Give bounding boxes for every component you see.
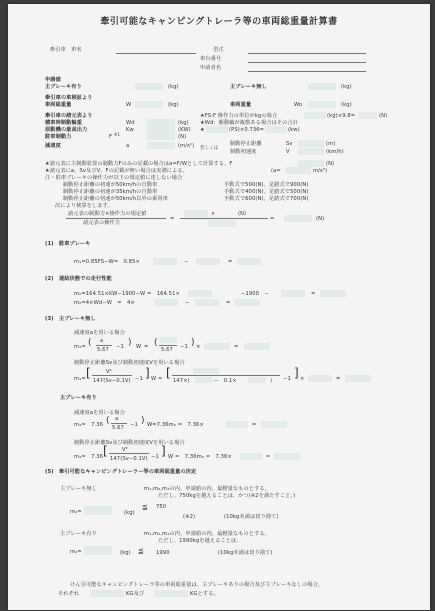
ps-input[interactable] bbox=[206, 126, 228, 133]
sv-symbol: Sv bbox=[286, 141, 293, 147]
sec3-head: (3) 主ブレーキ無し bbox=[45, 316, 96, 322]
sec3b-m4: m₄= 7.36 bbox=[74, 422, 104, 428]
sec3-den2: 147×( bbox=[173, 378, 190, 384]
sec3b-m4b: W=7.36m₀ = 7.36× bbox=[147, 422, 204, 428]
note-s3a: 手動式で600(N)、足踏式で700(N) bbox=[224, 196, 309, 202]
fs-n-input[interactable] bbox=[359, 112, 377, 119]
note-f-input[interactable] bbox=[298, 160, 324, 167]
bracket-close-2: ] bbox=[294, 366, 299, 380]
sec5-rule1b: ただし、750kgを越えることは、かつ(※2を満たすこと。) bbox=[158, 493, 296, 499]
sec1-fs-input[interactable] bbox=[153, 258, 177, 265]
sec2-f2: m₂=4×Wd−W = 4× bbox=[74, 300, 135, 306]
sec2-wd-input[interactable] bbox=[154, 299, 178, 306]
sec3-den: 147(Sv−0.1V) bbox=[93, 378, 131, 384]
sec5-m0-2: m₀= bbox=[70, 549, 82, 555]
sec5-final4: KGとする。 bbox=[190, 591, 219, 597]
sec2-f1: m₂=164.51×KW−1900−W = 164.51× bbox=[74, 291, 180, 297]
bracket-open-3: [ bbox=[103, 444, 108, 458]
ratio-op-input[interactable] bbox=[208, 220, 236, 227]
sec3-v-input[interactable] bbox=[193, 368, 219, 374]
vehicle-spec-label: 牽引車の車検証より bbox=[45, 95, 93, 101]
note-s2a: 手動式で400(N)、足踏式で500(N) bbox=[224, 189, 309, 195]
sec5-m0: m₀= bbox=[70, 509, 82, 515]
sec3b-m0-input-2[interactable] bbox=[240, 453, 262, 460]
ratio-numerator: 諸元表の制動力×操作力の規定値 bbox=[68, 211, 147, 217]
chassis-label: 車台番号 bbox=[200, 56, 222, 62]
sec1-w-input[interactable] bbox=[196, 258, 220, 265]
fs-note: ★FS:F 操作力の単位がkgの場合 bbox=[200, 113, 278, 119]
sec3b-stop-case: 制動停止距離Sv及び制動初速度Vを用いる場合 bbox=[74, 440, 185, 446]
paren-close-2: ) bbox=[191, 338, 195, 348]
ratio-n: (N) bbox=[238, 211, 247, 217]
sec3b-eq-2: = bbox=[266, 454, 271, 460]
sec3b-a: a bbox=[115, 416, 119, 422]
paren-open: ( bbox=[88, 338, 92, 348]
sec5-rule1: m₁,m₂,m₃の内、申請値の内、最軽量なものとする。 bbox=[144, 486, 270, 492]
sec2-eq: = bbox=[311, 291, 316, 297]
sec2-result1-input[interactable] bbox=[320, 290, 346, 297]
note-a-open: (a= bbox=[271, 168, 281, 174]
sec3-a-input[interactable] bbox=[159, 337, 177, 343]
sec3-minus1-2: −1 bbox=[180, 344, 188, 350]
sec3-eq-4: = bbox=[336, 376, 341, 382]
sec3b-head: 主ブレーキ有り bbox=[60, 395, 97, 401]
sec5-m0-input[interactable] bbox=[84, 506, 112, 515]
applicant-line bbox=[248, 71, 366, 72]
sec3b-m0-input[interactable] bbox=[226, 421, 248, 428]
brake-force-label: 駐車制動力 bbox=[45, 134, 72, 140]
sec3-eq-3: = bbox=[158, 376, 163, 382]
kw-paren: (kw) bbox=[288, 127, 300, 133]
sec3-minus1-3: −1 bbox=[135, 376, 143, 382]
sec3b-den: 147(Sv−0.1V) bbox=[110, 456, 148, 462]
document-title: 牽引可能なキャンピングトレーラ等の車両総重量計算書 bbox=[100, 17, 338, 27]
unit-kg: (kg) bbox=[168, 84, 179, 90]
fs-eq: (kg)×9.8= bbox=[327, 113, 356, 119]
sec3-times-2: × bbox=[300, 376, 305, 382]
service-brake-label: 積車時制動輪重 bbox=[45, 120, 83, 126]
ratio-result-input[interactable] bbox=[284, 215, 312, 222]
frac-bar-3 bbox=[92, 375, 132, 376]
paren-close-3: ) bbox=[141, 416, 145, 426]
sec5-1990: 1990 bbox=[156, 550, 170, 556]
decel-label: 減速度 bbox=[45, 143, 61, 149]
note-s1: 制動停止距離の初速が50km/hの自動車 bbox=[63, 182, 158, 188]
f-sup: ※1 bbox=[114, 132, 121, 137]
gross-weight-label: 車両総重量 bbox=[45, 102, 72, 108]
specs-from-label: 牽引車の諸元表より bbox=[45, 113, 93, 119]
note-3: 注・駐車ブレーキの操作力が以下の規定値に達しない場合 bbox=[45, 175, 183, 181]
stop-dist-input[interactable] bbox=[298, 140, 324, 147]
max-output-input[interactable] bbox=[147, 126, 175, 133]
chassis-line bbox=[248, 62, 366, 63]
final-brake-with-input[interactable] bbox=[90, 590, 124, 597]
sec3-minus1-4: −1 bbox=[283, 376, 291, 382]
wd-note: ★Wd：駆動輪が複数ある場合はその合計 bbox=[200, 120, 298, 126]
sec3-den2b: − 0.1× bbox=[214, 378, 237, 384]
note-a-input[interactable] bbox=[285, 167, 311, 174]
unit-kg: (kg) bbox=[168, 102, 179, 108]
sec3-decel-case: 減速度aを用いる場合 bbox=[74, 330, 125, 336]
sec3b-decel-case: 減速度aを用いる場合 bbox=[74, 410, 125, 416]
sec3-eq-2: = bbox=[234, 344, 239, 350]
tractor-label: 牽引車 車名 bbox=[50, 47, 82, 53]
service-brake-input[interactable] bbox=[147, 119, 175, 126]
kmh-unit: (km/h) bbox=[326, 149, 344, 155]
applicant-label: 申請者名 bbox=[200, 65, 222, 71]
f-symbol: F bbox=[109, 134, 113, 140]
decel-input[interactable] bbox=[147, 142, 175, 149]
ratio-f-input[interactable] bbox=[184, 210, 208, 217]
note-n-unit: (N) bbox=[326, 161, 335, 167]
sec5-round2: (10kg未満は切り捨て) bbox=[218, 550, 273, 556]
sec3-567: 5.67 bbox=[97, 347, 109, 353]
max-output-label: 原動機の最高出力 bbox=[45, 127, 88, 133]
or-label: 若しくは bbox=[200, 146, 219, 151]
note-a-unit: m/s²) bbox=[313, 168, 328, 174]
model-label: 型式 bbox=[213, 47, 224, 53]
kw-unit: (KW) bbox=[178, 127, 191, 133]
sec2-result2-input[interactable] bbox=[234, 299, 260, 306]
note-s1a: 手動式で500(N)、足踏式で900(N) bbox=[224, 182, 309, 188]
frac-bar-2 bbox=[159, 345, 177, 346]
kw-symbol: Kw bbox=[126, 127, 134, 133]
gross-weight-input[interactable] bbox=[135, 101, 163, 108]
init-speed-input[interactable] bbox=[298, 148, 324, 155]
ratio-bar-2 bbox=[180, 218, 268, 219]
init-speed-label: 制動初速度 bbox=[230, 149, 257, 155]
sec3-stop-case: 制動停止距離Sv及び制動初速度Vを用いる場合 bbox=[74, 360, 185, 366]
sec5-final2: それぞれ bbox=[58, 591, 80, 597]
unit-kg: (kg) bbox=[178, 120, 189, 126]
sec5-rule2b: ただし、1990kgを越えることは、 bbox=[158, 538, 242, 544]
applied-brake-with-label: 主ブレーキ有り bbox=[45, 84, 82, 90]
ps-note: ★ bbox=[200, 127, 205, 133]
sec3-m3-2: m₃= bbox=[74, 376, 86, 382]
sec3b-m4d: W = 7.36m₀ = 7.36× bbox=[168, 454, 232, 460]
sec3b-result1-input[interactable] bbox=[261, 421, 287, 428]
bracket-open: [ bbox=[86, 366, 91, 380]
sec5-brake-without: 主ブレーキ無し bbox=[60, 486, 97, 492]
sec1-eq: = bbox=[228, 259, 233, 265]
sec5-750: 750 bbox=[156, 504, 167, 510]
paren-open-2: ( bbox=[154, 338, 158, 348]
tractor-name-line bbox=[116, 53, 196, 54]
sec3-a: a bbox=[100, 338, 104, 344]
sec1-minus: − bbox=[184, 259, 189, 265]
note-1: ★諸元表に主制動装置の制動力Fのみの記載の場合はa=F/Wとして計算する。F bbox=[45, 161, 233, 167]
stop-dist-label: 制動停止距離 bbox=[230, 141, 262, 147]
bracket-close-3: ] bbox=[161, 444, 166, 458]
ratio-times: × bbox=[211, 211, 216, 217]
curb-weight-input[interactable] bbox=[308, 101, 336, 108]
sec3-eq: = bbox=[144, 344, 149, 350]
decel-unit: (m/s²) bbox=[178, 143, 195, 149]
sec2-minus: − bbox=[185, 300, 190, 306]
sec3-w: W bbox=[136, 344, 142, 350]
sec1-result-input[interactable] bbox=[237, 258, 261, 265]
v-symbol: V bbox=[286, 149, 290, 155]
frac-bar-5 bbox=[111, 423, 127, 424]
sec3-w-input[interactable] bbox=[204, 343, 230, 350]
brake-force-input[interactable] bbox=[147, 133, 175, 140]
sec3-result1-input[interactable] bbox=[244, 343, 270, 350]
sec5-brake-with: 主ブレーキ有り bbox=[60, 531, 97, 537]
sec3b-v2: V² bbox=[122, 447, 128, 453]
note-s3: 制動停止距離の初速が50km/h以外の乗用車 bbox=[63, 196, 168, 202]
sec1-head: (1) 駐車ブレーキ bbox=[45, 241, 91, 247]
sec3-den2c: ) bbox=[270, 378, 273, 384]
sec2-f1b: −1900 − bbox=[241, 291, 269, 297]
sec3b-eq: = bbox=[252, 422, 257, 428]
gross-symbol: W bbox=[126, 102, 132, 108]
paren-open-3: ( bbox=[106, 416, 110, 426]
unit-n: (N) bbox=[379, 113, 388, 119]
sec3b-m4c: m₄= 7.36 bbox=[74, 454, 104, 460]
sec3b-minus1: −1 bbox=[130, 422, 138, 428]
paren-close: ) bbox=[128, 338, 132, 348]
ratio-denominator: 諸元表の操作力 bbox=[83, 220, 121, 226]
note-s2: 制動停止距離の初速が35km/hの自動車 bbox=[63, 189, 158, 195]
fs-kg-input[interactable] bbox=[304, 112, 326, 119]
sec5-round: (10kg未満は切り捨て) bbox=[224, 514, 279, 520]
sec2-head: (2) 連結状態での走行性能 bbox=[45, 276, 112, 282]
sec5-kg: (kg) bbox=[124, 510, 135, 516]
sec5-rule2: m₁,m₂,m₄の内、申請値の内、最軽量なものとする。 bbox=[144, 531, 270, 537]
sec3-v2: V² bbox=[106, 369, 112, 375]
unit-n: (N) bbox=[178, 134, 187, 140]
ps-eq: (PS)×0.736= bbox=[229, 127, 265, 133]
ratio-eq: = bbox=[170, 216, 175, 222]
sec5-final1: けん引可能なキャンピングトレーラ等の車両総重量は、主ブレーキありの場合及び主ブレーキなしの場合、 bbox=[70, 582, 324, 588]
frac-bar-4 bbox=[172, 375, 280, 376]
ratio-bar bbox=[66, 218, 166, 219]
sec5-le-2: ≦ bbox=[138, 547, 144, 555]
sec3b-result2-input[interactable] bbox=[274, 453, 300, 460]
note-4: 次により検算をします。 bbox=[55, 203, 113, 209]
sec5-final3: KG及び bbox=[126, 591, 145, 597]
ps-kw-input[interactable] bbox=[265, 126, 287, 133]
final-brake-without-input[interactable] bbox=[154, 590, 188, 597]
sec2-kw-input[interactable] bbox=[188, 290, 212, 297]
ratio-eq-2: = bbox=[270, 216, 275, 222]
sec3-result2-input[interactable] bbox=[345, 375, 371, 382]
m-unit: (m) bbox=[326, 141, 336, 147]
sec3-minus1: −1 bbox=[116, 344, 124, 350]
bracket-close: ] bbox=[145, 366, 150, 380]
sec5-kg-2: (kg) bbox=[120, 550, 131, 556]
sec2-w-input[interactable] bbox=[281, 290, 305, 297]
sec3-567-2: 5.67 bbox=[161, 347, 173, 353]
sec3-sv-input[interactable] bbox=[195, 377, 213, 383]
sec1-formula: m₁=0.85FS−W= 0.85× bbox=[74, 259, 140, 265]
unit-kg: (kg) bbox=[341, 84, 352, 90]
sec5-le: ≦ bbox=[142, 503, 148, 511]
sec3-m3: m₃= bbox=[74, 344, 86, 350]
applied-brake-without-input[interactable] bbox=[308, 83, 336, 90]
applied-brake-with-input[interactable] bbox=[135, 83, 163, 90]
sec5-head: (5) 牽引可能なキャンピングトレーラー等の車両総重量の決定 bbox=[45, 469, 197, 475]
curb-weight-label: 車両重量 bbox=[230, 102, 252, 108]
sec3b-567: 5.67 bbox=[112, 425, 124, 431]
a-symbol: a bbox=[126, 143, 130, 149]
sec2-w2-input[interactable] bbox=[195, 299, 219, 306]
frac-bar bbox=[96, 345, 112, 346]
sec3-w-2: W bbox=[151, 376, 157, 382]
bracket-open-2: [ bbox=[166, 366, 171, 380]
note-2: ★諸元表にa、Sv及びV、Fの記載が無い場合は実測による。 bbox=[45, 168, 188, 174]
sec3-v2-input[interactable] bbox=[248, 377, 266, 383]
applied-label: 申請値 bbox=[45, 77, 61, 83]
applied-brake-without-label: 主ブレーキ無し bbox=[230, 84, 267, 90]
frac-bar-6 bbox=[109, 453, 149, 454]
sec2-eq-2: = bbox=[226, 300, 231, 306]
ratio-n-2: (N) bbox=[316, 216, 325, 222]
wd-symbol: Wd bbox=[126, 120, 135, 126]
unit-kg: (kg) bbox=[341, 102, 352, 108]
sec5-m0-input-2[interactable] bbox=[84, 546, 112, 555]
sec3-times: × bbox=[196, 344, 201, 350]
sec5-note2: (※2) bbox=[183, 514, 196, 520]
curb-symbol: Wo bbox=[294, 102, 303, 108]
sec3-w2-input[interactable] bbox=[308, 375, 332, 382]
document-sheet bbox=[8, 4, 430, 610]
sec3b-minus1-2: −1 bbox=[151, 454, 159, 460]
model-line bbox=[248, 53, 366, 54]
